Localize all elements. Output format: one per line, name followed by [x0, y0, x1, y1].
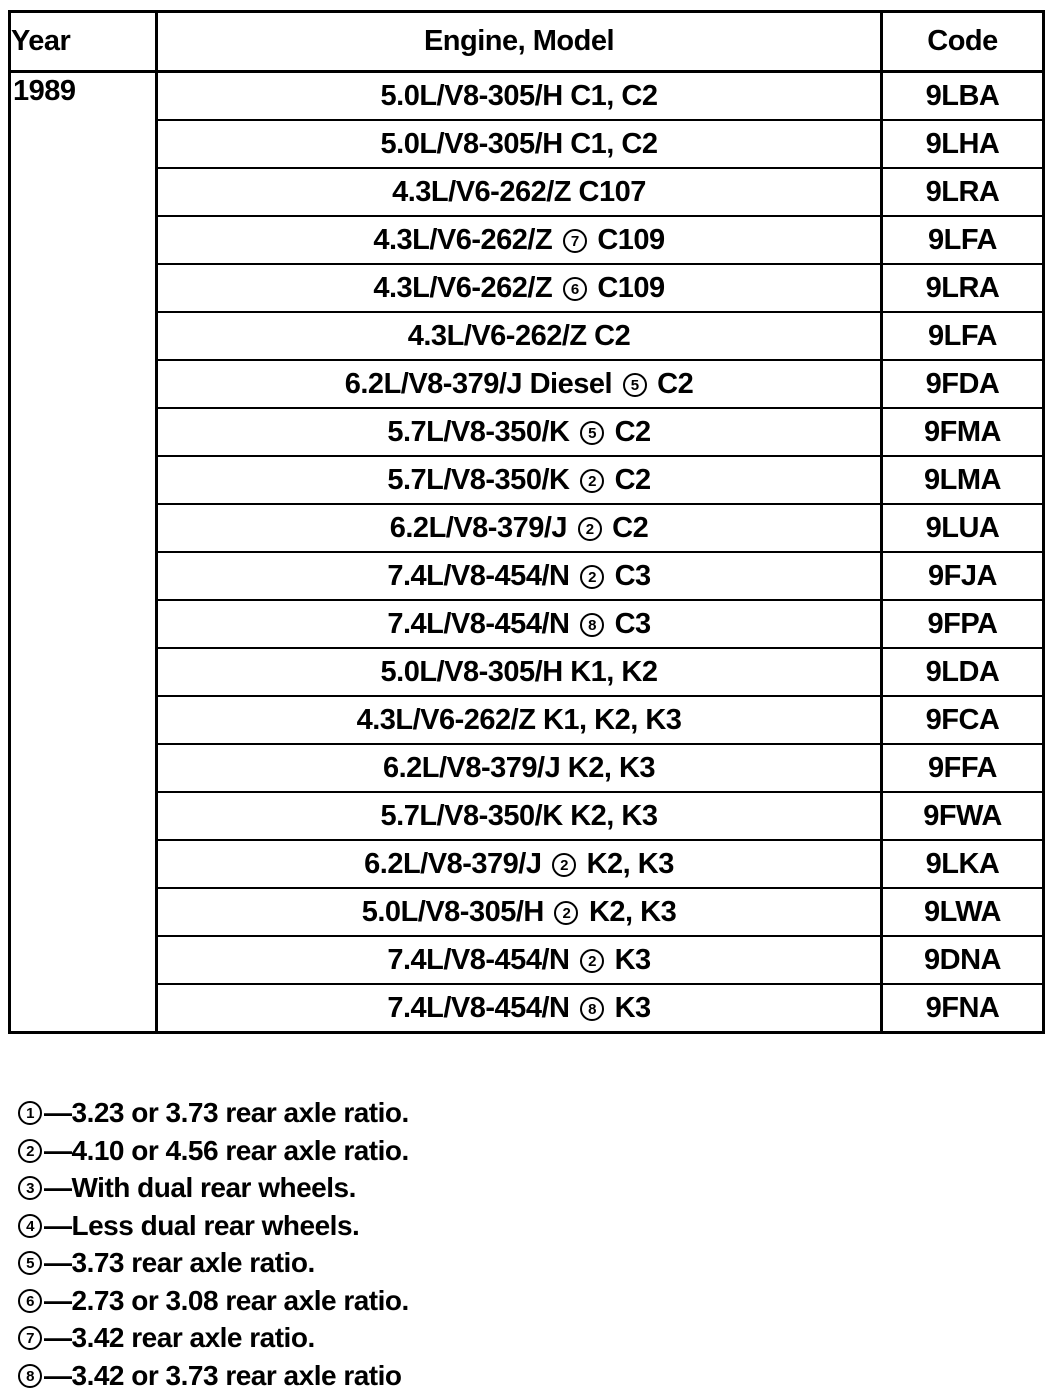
footnote-marker: 2 — [580, 469, 604, 493]
code-cell: 9LFA — [882, 312, 1044, 360]
table-row — [10, 936, 1044, 984]
engine-model-cell — [157, 312, 882, 360]
code-cell: 9LHA — [882, 120, 1044, 168]
table-row — [10, 600, 1044, 648]
engine-model-text: 5.7L/V8-350/K — [387, 415, 570, 448]
model-text: C2 — [612, 511, 649, 544]
model-text: C109 — [597, 271, 665, 304]
engine-model-cell — [157, 744, 882, 792]
model-text: K2, K3 — [588, 895, 677, 928]
model-text: K2, K3 — [586, 847, 674, 880]
engine-model-text: 6.2L/V8-379/J — [364, 847, 542, 880]
table-row — [10, 408, 1044, 456]
footnote-number: 1 — [18, 1101, 42, 1125]
engine-model-text: 4.3L/V6-262/Z — [373, 223, 553, 256]
model-text: C3 — [614, 607, 651, 640]
model-text: K3 — [614, 943, 651, 976]
table-row — [10, 312, 1044, 360]
table-row — [10, 648, 1044, 696]
footnote-item — [18, 1282, 409, 1320]
footnote-item — [18, 1244, 409, 1282]
code-cell: 9LRA — [882, 264, 1044, 312]
engine-model-text: 4.3L/V6-262/Z — [373, 271, 553, 304]
code-cell: 9LBA — [882, 72, 1044, 121]
engine-model-text: 6.2L/V8-379/J Diesel — [344, 367, 613, 400]
engine-model-text: 5.7L/V8-350/K K2, K3 — [380, 799, 658, 832]
engine-model-text: 5.0L/V8-305/H — [361, 895, 544, 928]
code-cell: 9LWA — [882, 888, 1044, 936]
engine-model-text: 7.4L/V8-454/N — [387, 991, 570, 1024]
footnote-marker: 8 — [580, 613, 604, 637]
engine-model-text: 7.4L/V8-454/N — [387, 559, 570, 592]
table-row — [10, 984, 1044, 1033]
footnote-text: —3.73 rear axle ratio. — [44, 1247, 315, 1278]
footnote-item — [18, 1319, 409, 1357]
engine-model-cell — [157, 888, 882, 936]
footnote-number: 5 — [18, 1251, 42, 1275]
engine-model-cell — [157, 408, 882, 456]
footnote-marker: 2 — [578, 517, 602, 541]
footnote-number: 6 — [18, 1289, 42, 1313]
table-row — [10, 888, 1044, 936]
footnote-marker: 2 — [554, 901, 578, 925]
engine-model-cell — [157, 120, 882, 168]
engine-model-cell — [157, 696, 882, 744]
footnote-marker: 7 — [563, 229, 587, 253]
year-cell: 1989 — [10, 72, 157, 1033]
engine-model-text: 5.7L/V8-350/K — [387, 463, 570, 496]
code-cell: 9FFA — [882, 744, 1044, 792]
engine-model-cell — [157, 552, 882, 600]
engine-model-text: 5.0L/V8-305/H C1, C2 — [380, 79, 658, 112]
footnote-text: —With dual rear wheels. — [44, 1172, 356, 1203]
engine-model-text: 7.4L/V8-454/N — [387, 943, 570, 976]
footnote-text: —2.73 or 3.08 rear axle ratio. — [44, 1284, 409, 1316]
engine-model-cell — [157, 264, 882, 312]
engine-model-cell — [157, 72, 882, 121]
table-row — [10, 120, 1044, 168]
table-row — [10, 360, 1044, 408]
engine-model-text: 6.2L/V8-379/J — [389, 511, 568, 544]
engine-model-cell — [157, 216, 882, 264]
code-cell: 9FDA — [882, 360, 1044, 408]
footnote-item — [18, 1207, 409, 1245]
table-row — [10, 744, 1044, 792]
model-text: C109 — [597, 223, 665, 256]
footnote-number: 2 — [18, 1139, 42, 1163]
footnote-item — [18, 1094, 409, 1132]
footnote-marker: 6 — [563, 277, 587, 301]
engine-model-cell — [157, 840, 882, 888]
code-cell: 9FMA — [882, 408, 1044, 456]
engine-model-cell — [157, 456, 882, 504]
footnote-number: 7 — [18, 1326, 42, 1350]
code-cell: 9LUA — [882, 504, 1044, 552]
code-cell: 9FNA — [925, 991, 1000, 1024]
table-row — [10, 792, 1044, 840]
code-cell: 9LDA — [882, 648, 1044, 696]
footnote-marker: 2 — [580, 949, 604, 973]
footnote-marker: 2 — [552, 853, 576, 877]
table-row — [10, 168, 1044, 216]
footnotes-list — [18, 1094, 409, 1394]
engine-code-table — [8, 10, 1045, 1034]
engine-model-text: 4.3L/V6-262/Z C107 — [392, 175, 646, 208]
footnote-number: 8 — [18, 1364, 42, 1388]
engine-model-cell — [157, 792, 882, 840]
engine-model-cell — [157, 504, 882, 552]
footnote-marker: 5 — [580, 421, 604, 445]
model-text: C2 — [657, 367, 694, 400]
engine-model-cell — [157, 936, 882, 984]
engine-model-cell — [157, 168, 882, 216]
model-text: C2 — [614, 463, 651, 496]
model-text: K3 — [614, 991, 651, 1024]
engine-model-cell — [157, 600, 882, 648]
year-header: Year — [10, 12, 157, 72]
code-cell: 9FCA — [882, 696, 1044, 744]
code-cell: 9FWA — [882, 792, 1044, 840]
table-row — [10, 696, 1044, 744]
footnote-text: —3.23 or 3.73 rear axle ratio. — [44, 1097, 409, 1128]
footnote-marker: 8 — [580, 997, 604, 1021]
engine-model-cell — [157, 984, 882, 1033]
footnote-marker: 5 — [623, 373, 647, 397]
engine-model-text: 4.3L/V6-262/Z K1, K2, K3 — [356, 703, 682, 736]
model-text: C2 — [614, 415, 651, 448]
footnote-text: —3.42 rear axle ratio. — [44, 1322, 315, 1353]
table-row — [10, 840, 1044, 888]
code-cell: 9FJA — [882, 552, 1044, 600]
code-header: Code — [882, 12, 1044, 72]
engine-model-text: 7.4L/V8-454/N — [387, 607, 570, 640]
code-cell: 9LRA — [882, 168, 1044, 216]
code-cell: 9DNA — [882, 936, 1044, 984]
table-row — [10, 456, 1044, 504]
header-row — [10, 12, 1044, 72]
table-row — [10, 504, 1044, 552]
engine-model-text: 5.0L/V8-305/H C1, C2 — [380, 127, 658, 160]
footnote-marker: 2 — [580, 565, 604, 589]
table-row — [10, 216, 1044, 264]
footnote-text: —4.10 or 4.56 rear axle ratio. — [44, 1134, 409, 1166]
table-body — [10, 72, 1044, 1033]
table-row — [10, 264, 1044, 312]
engine-model-text: 6.2L/V8-379/J K2, K3 — [382, 751, 656, 784]
model-text: C3 — [614, 559, 651, 592]
code-cell: 9LFA — [882, 216, 1044, 264]
engine-model-cell — [157, 648, 882, 696]
table-row — [10, 552, 1044, 600]
code-cell: 9FPA — [882, 600, 1044, 648]
footnote-text: —Less dual rear wheels. — [44, 1209, 360, 1241]
engine-model-text: 4.3L/V6-262/Z C2 — [407, 319, 631, 352]
table-row — [10, 72, 1044, 121]
engine-model-text: 5.0L/V8-305/H K1, K2 — [380, 655, 658, 688]
code-cell: 9LMA — [882, 456, 1044, 504]
footnote-item — [18, 1132, 409, 1170]
code-cell: 9LKA — [882, 840, 1044, 888]
footnote-item — [18, 1169, 409, 1207]
footnote-number: 3 — [18, 1176, 42, 1200]
footnote-item — [18, 1357, 409, 1394]
footnote-text: —3.42 or 3.73 rear axle ratio — [44, 1359, 402, 1391]
engine-model-cell — [157, 360, 882, 408]
footnote-number: 4 — [18, 1214, 42, 1238]
engine-model-header: Engine, Model — [157, 12, 882, 72]
